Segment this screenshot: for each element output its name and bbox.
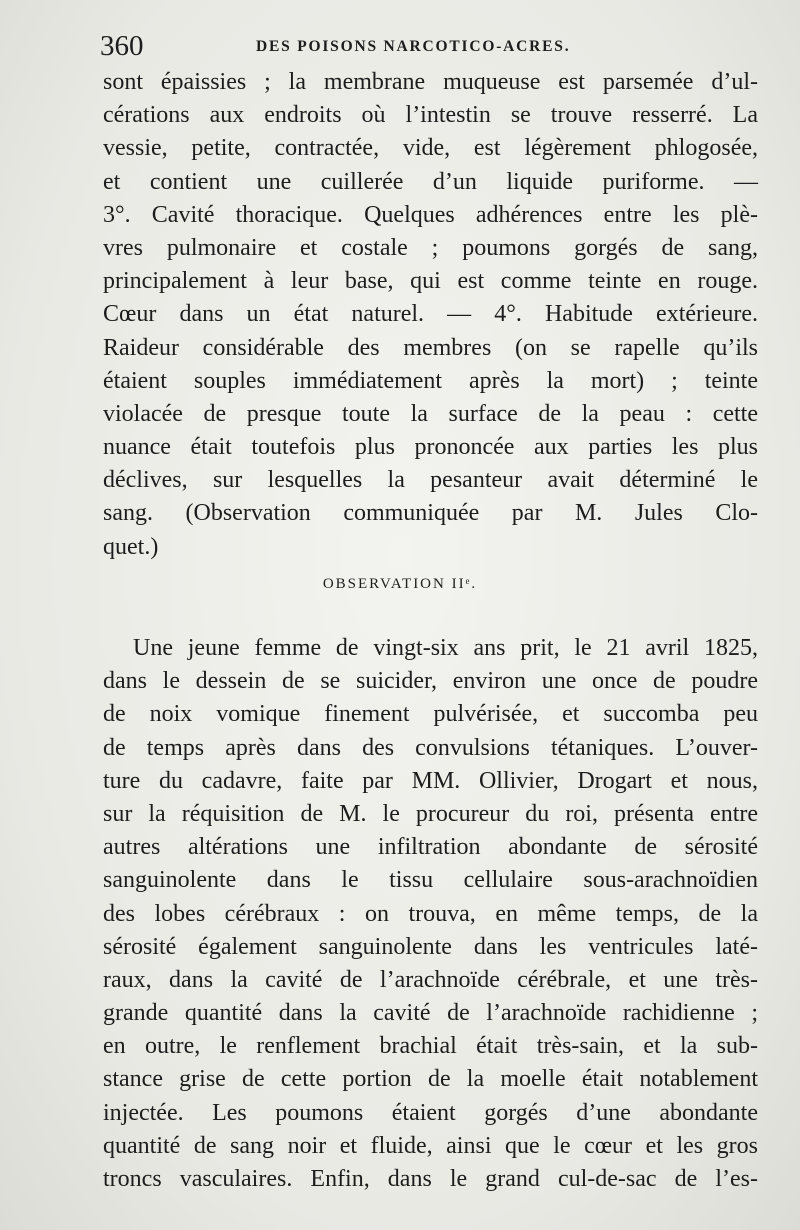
observation-heading: OBSERVATION IIᵉ. — [322, 576, 478, 592]
text-line: de temps après dans des convulsions tétaniques. L’ouver- — [103, 734, 758, 761]
text-line: ture du cadavre, faite par MM. Ollivier, Drogart et nous, — [103, 767, 758, 794]
text-line: autres altérations une infiltration abondante de sérosité — [103, 834, 758, 861]
text-line: des lobes cérébraux : on trouva, en même temps, de la — [103, 900, 758, 927]
text-line: raux, dans la cavité de l’arachnoïde cérébrale, et une très- — [103, 966, 758, 993]
text-line: Raideur considérable des membres (on se rapelle qu’ils — [103, 334, 758, 361]
paragraph-continued — [103, 66, 758, 564]
text-line: stance grise de cette portion de la moelle était notablement — [103, 1066, 758, 1093]
text-line: de noix vomique finement pulvérisée, et succomba peu — [103, 701, 758, 728]
text-line: 3°. Cavité thoracique. Quelques adhérences entre les plè- — [103, 201, 758, 228]
text-line: vessie, petite, contractée, vide, est légèrement phlogosée, — [103, 135, 758, 162]
text-line: quantité de sang noir et fluide, ainsi que le cœur et les gros — [103, 1132, 758, 1159]
running-head: DES POISONS NARCOTICO-ACRES. — [256, 38, 571, 55]
text-line: dans le dessein de se suicider, environ une once de poudre — [103, 668, 758, 695]
text-line: Une jeune femme de vingt-six ans prit, le 21 avril 1825, — [133, 635, 758, 661]
text-line: étaient souples immédiatement après la mort) ; teinte — [103, 367, 758, 394]
text-line: déclives, sur lesquelles la pesanteur avait déterminé le — [103, 467, 758, 494]
text-line: violacée de presque toute la surface de la peau : cette — [103, 400, 758, 427]
text-line: en outre, le renflement brachial était très-sain, et la sub- — [103, 1033, 758, 1060]
text-line: Cœur dans un état naturel. — 4°. Habitude extérieure. — [103, 301, 758, 328]
text-line: sérosité également sanguinolente dans les ventricules laté- — [103, 933, 758, 960]
text-line: injectée. Les poumons étaient gorgés d’une abondante — [103, 1099, 758, 1126]
text-line: sang. (Observation communiquée par M. Jules Clo- — [103, 500, 758, 527]
page-number: 360 — [100, 30, 144, 62]
page-header — [100, 30, 760, 70]
text-line: nuance était toutefois plus prononcée aux parties les plus — [103, 434, 758, 461]
text-line: sur la réquisition de M. le procureur du roi, présenta entre — [103, 800, 758, 827]
text-line: principalement à leur base, qui est comme teinte en rouge. — [103, 268, 758, 295]
text-line: cérations aux endroits où l’intestin se trouve resserré. La — [103, 102, 758, 129]
text-line: et contient une cuillerée d’un liquide puriforme. — — [103, 168, 758, 195]
text-line: quet.) — [103, 533, 159, 560]
text-line: sanguinolente dans le tissu cellulaire sous-arachnoïdien — [103, 867, 758, 894]
text-line: troncs vasculaires. Enfin, dans le grand cul-de-sac de l’es- — [103, 1166, 758, 1192]
text-line: grande quantité dans la cavité de l’arachnoïde rachidienne ; — [103, 1000, 758, 1027]
text-line: sont épaissies ; la membrane muqueuse est parsemée d’ul- — [103, 69, 758, 95]
text-line: vres pulmonaire et costale ; poumons gorgés de sang, — [103, 234, 758, 261]
paragraph-observation-2 — [103, 632, 758, 1196]
